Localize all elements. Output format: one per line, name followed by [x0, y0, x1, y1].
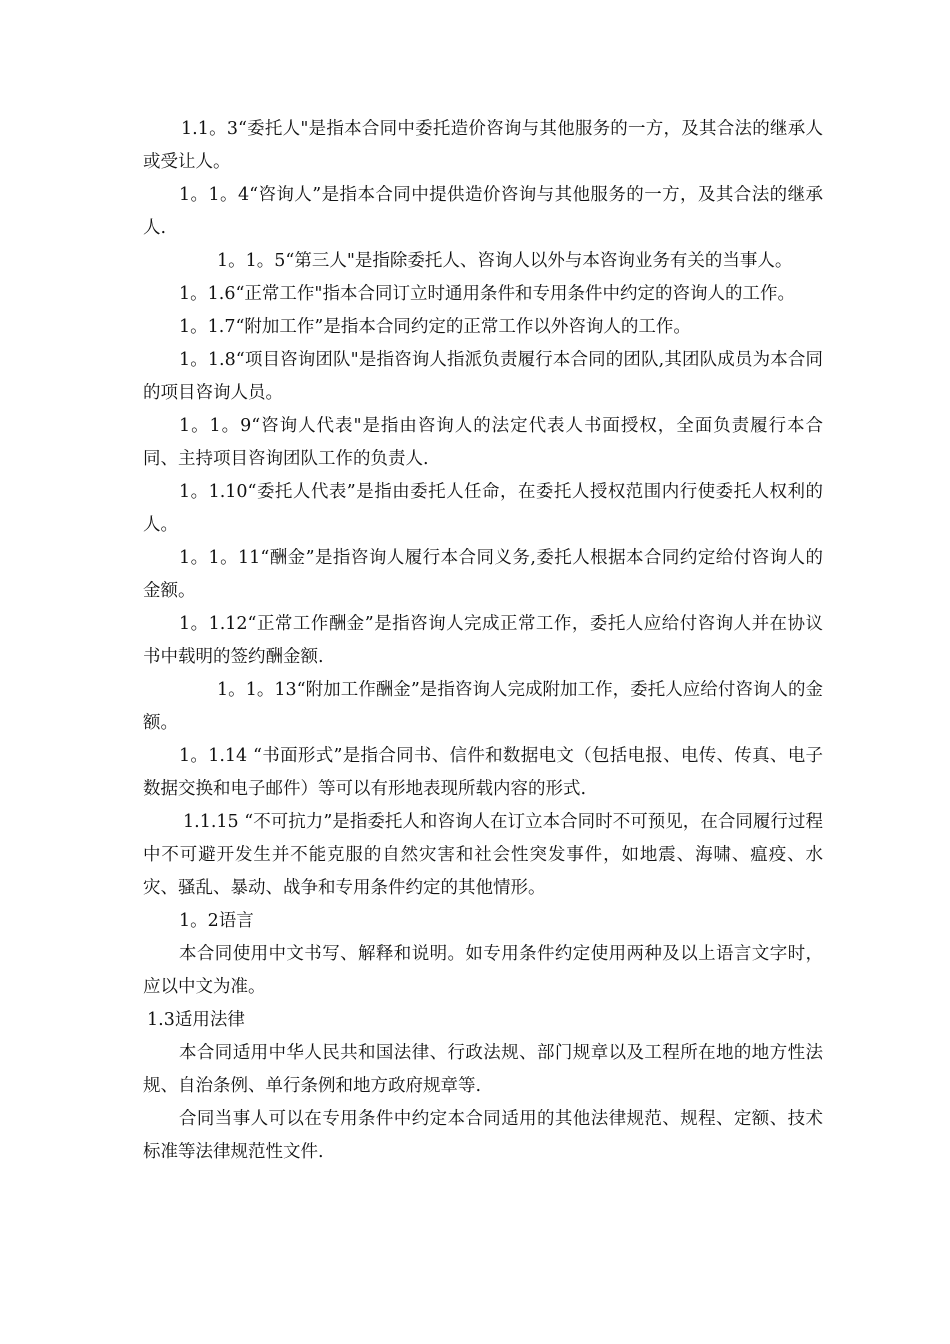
clause-1-1-8: 1。1.8“项目咨询团队"是指咨询人指派负责履行本合同的团队,其团队成员为本合同的项目咨询人员。 — [143, 350, 823, 403]
clause-1-1-7: 1。1.7“附加工作”是指本合同约定的正常工作以外咨询人的工作。 — [179, 317, 691, 337]
section-1-2-heading: 1。2语言 — [179, 911, 254, 931]
clause-1-1-13: 1。1。13“附加工作酬金”是指咨询人完成附加工作，委托人应给付咨询人的金额。 — [143, 680, 823, 733]
clause-1-1-15: 1.1.15 “不可抗力”是指委托人和咨询人在订立本合同时不可预见，在合同履行过程中不可避开发生并不能克服的自然灾害和社会性突发事件，如地震、海啸、瘟疫、水灾、骚乱、暴动、战争和专用条件约定的其他情形。 — [143, 812, 823, 898]
clause-1-1-10: 1。1.10“委托人代表”是指由委托人任命，在委托人授权范围内行使委托人权利的人。 — [143, 482, 823, 535]
clause-1-1-12: 1。1.12“正常工作酬金”是指咨询人完成正常工作，委托人应给付咨询人并在协议书中载明的签约酬金额. — [143, 614, 823, 667]
document-page — [143, 113, 823, 1169]
section-1-3-body-1: 本合同适用中华人民共和国法律、行政法规、部门规章以及工程所在地的地方性法规、自治条例、单行条例和地方政府规章等. — [143, 1043, 823, 1096]
clause-1-1-11: 1。1。11“酬金”是指咨询人履行本合同义务,委托人根据本合同约定给付咨询人的金额。 — [143, 548, 823, 601]
clause-1-1-4: 1。1。4“咨询人”是指本合同中提供造价咨询与其他服务的一方，及其合法的继承人. — [143, 185, 823, 238]
section-1-2-body: 本合同使用中文书写、解释和说明。如专用条件约定使用两种及以上语言文字时，应以中文为准。 — [143, 944, 823, 997]
clause-1-1-14: 1。1.14 “书面形式”是指合同书、信件和数据电文（包括电报、电传、传真、电子数据交换和电子邮件）等可以有形地表现所载内容的形式. — [143, 746, 823, 799]
clause-1-1-6: 1。1.6“正常工作"指本合同订立时通用条件和专用条件中约定的咨询人的工作。 — [179, 284, 795, 304]
section-1-3-body-2: 合同当事人可以在专用条件中约定本合同适用的其他法律规范、规程、定额、技术标准等法律规范性文件. — [143, 1109, 823, 1162]
clause-1-1-3: 1.1。3“委托人"是指本合同中委托造价咨询与其他服务的一方，及其合法的继承人或受让人。 — [143, 119, 823, 172]
clause-1-1-5: 1。1。5“第三人"是指除委托人、咨询人以外与本咨询业务有关的当事人。 — [217, 251, 793, 271]
section-1-3-heading: 1.3适用法律 — [147, 1010, 245, 1030]
clause-1-1-9: 1。1。9“咨询人代表"是指由咨询人的法定代表人书面授权，全面负责履行本合同、主持项目咨询团队工作的负责人. — [143, 416, 823, 469]
